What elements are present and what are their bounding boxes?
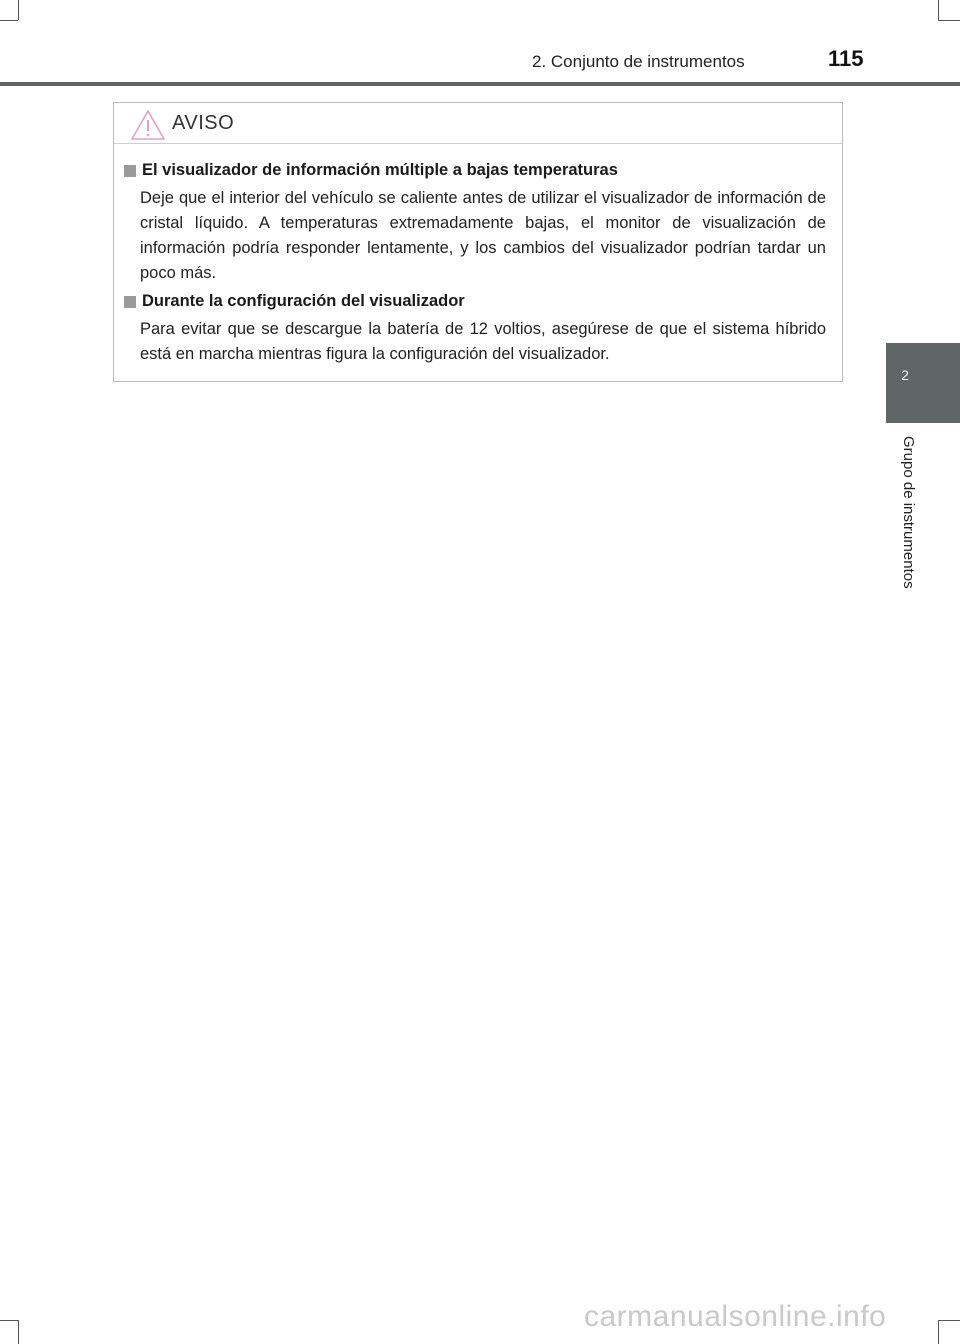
header-rule — [0, 82, 960, 86]
warning-item — [124, 161, 826, 286]
warning-triangle-icon — [130, 109, 166, 141]
crop-mark — [0, 20, 18, 21]
page-number: 115 — [828, 46, 864, 71]
watermark: carmanualsonline.info — [584, 1300, 887, 1333]
chapter-tab-label: Grupo de instrumentos — [900, 436, 917, 589]
chapter-tab-number: 2 — [901, 367, 909, 383]
crop-mark — [0, 1320, 18, 1321]
item-body: Deje que el interior del vehículo se caliente antes de utilizar el visualizador de información de cristal líquido. A temperaturas extremadamente bajas, el monitor de visualización de información podría responder lentamente, y los cambios del visualizador podrían tardar un poco más. — [140, 189, 826, 282]
crop-mark — [938, 20, 960, 21]
warning-title: AVISO — [172, 112, 235, 134]
item-body: Para evitar que se descargue la batería de 12 voltios, asegúrese de que el sistema híbrido está en marcha mientras figura la configuración del visualizador. — [140, 320, 826, 363]
crop-mark — [938, 1320, 960, 1321]
item-heading: Durante la configuración del visualizador — [142, 292, 465, 310]
item-heading: El visualizador de información múltiple a bajas temperaturas — [142, 161, 618, 179]
crop-mark — [938, 0, 939, 20]
section-title: 2. Conjunto de instrumentos — [532, 52, 745, 71]
warning-box — [113, 102, 843, 382]
crop-mark — [938, 1320, 939, 1344]
square-bullet-icon — [124, 296, 136, 308]
warning-header — [114, 103, 842, 144]
chapter-tab — [886, 343, 960, 423]
warning-item — [124, 292, 826, 367]
crop-mark — [18, 1320, 19, 1344]
crop-mark — [18, 0, 19, 20]
square-bullet-icon — [124, 165, 136, 177]
